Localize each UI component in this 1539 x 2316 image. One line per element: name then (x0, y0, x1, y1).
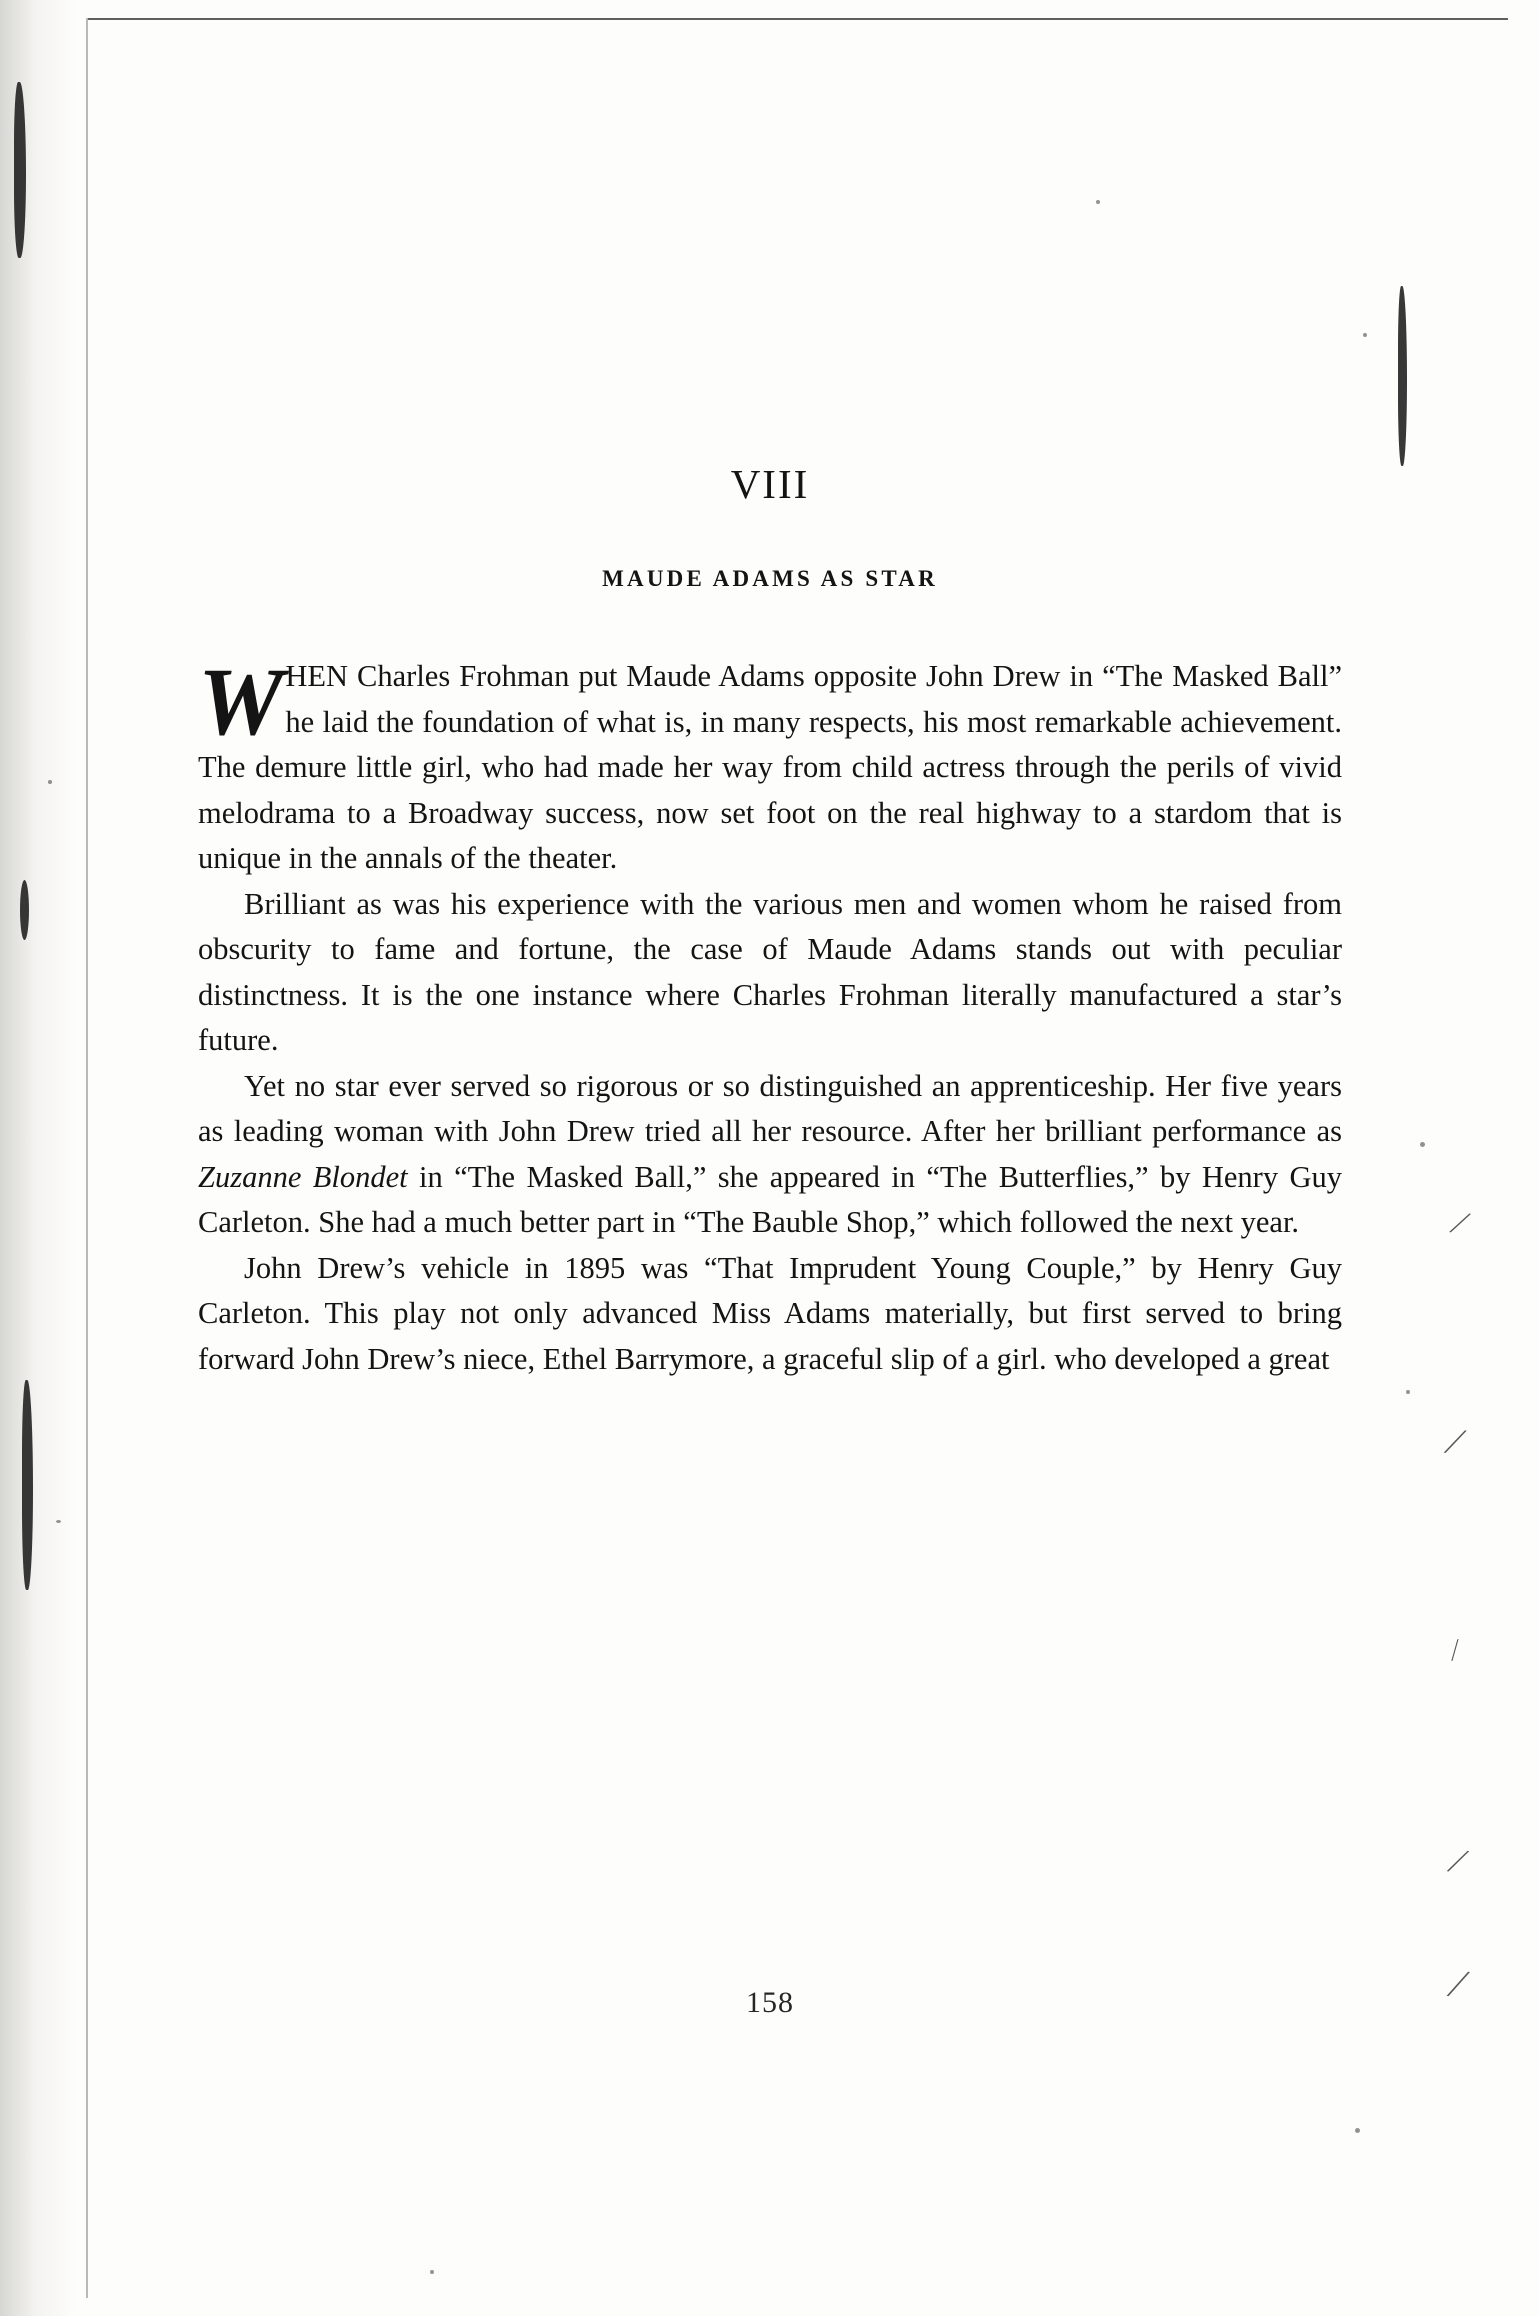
page-border-top (88, 18, 1508, 20)
scan-speck (1355, 2128, 1360, 2133)
paragraph-3-text: Yet no star ever served so rigorous or so distinguished an apprenticeship. Her five years as leading woman with John Drew tried all her resource. After her brilliant performance as (198, 1068, 1342, 1148)
margin-mark: ⁄ (1447, 1635, 1463, 1666)
drop-cap: W (198, 648, 280, 755)
chapter-number: VIII (730, 461, 810, 507)
paragraph-3 (198, 1064, 1342, 1246)
page-text-block (198, 460, 1342, 2019)
page-edge-shadow (0, 0, 78, 2316)
page-border-left (86, 18, 88, 2298)
margin-mark: ⁄ (1452, 1960, 1465, 2007)
scan-speck (1420, 1142, 1425, 1147)
scan-speck (430, 2270, 434, 2274)
chapter-title: MAUDE ADAMS AS STAR (602, 566, 938, 591)
scan-speck (1363, 333, 1367, 337)
paragraph-3-rest: in “The Masked Ball,” she appeared in “The Butterflies,” by Henry Guy Carleton. She had a much better part in “The Bauble Shop,” which followed the next year. (198, 1159, 1342, 1239)
scan-speck (48, 780, 52, 784)
page-number: 158 (746, 1986, 794, 2019)
paragraph-1-text: HEN Charles Frohman put Maude Adams opposite John Drew in “The Masked Ball” he laid the foundation of what is, in many respects, his most remarkable achievement. The demure little girl, who had made her way from child actress through the perils of vivid melodrama to a Broadway success, now set foot on the real highway to a stardom that is unique in the annals of the theater. (198, 659, 1342, 875)
play-role-title: Zuzanne Blondet (198, 1159, 408, 1194)
margin-mark: ⁄ (1449, 1420, 1462, 1464)
scan-speck (1406, 1390, 1410, 1394)
binding-mark (1398, 286, 1407, 466)
margin-mark: ⁄ (1451, 1840, 1465, 1882)
scan-speck (1096, 200, 1100, 204)
scan-speck (56, 1520, 61, 1523)
paragraph-2: Brilliant as was his experience with the various men and women whom he raised from obscurity to fame and fortune, the case of Maude Adams stands out with peculiar distinctness. It is the one instance where Charles Frohman literally manufactured a star’s future. (198, 886, 1342, 1057)
paragraph-4: John Drew’s vehicle in 1895 was “That Imprudent Young Couple,” by Henry Guy Carleton. This play not only advanced Miss Adams materially, but first served to bring forward John Drew’s niece, Ethel Barrymore, a graceful slip of a girl. who developed a great (198, 1250, 1342, 1376)
paragraph-1 (198, 648, 1342, 882)
binding-mark (14, 82, 26, 258)
margin-mark: ⁄ (1453, 1204, 1467, 1243)
binding-mark (20, 880, 29, 940)
